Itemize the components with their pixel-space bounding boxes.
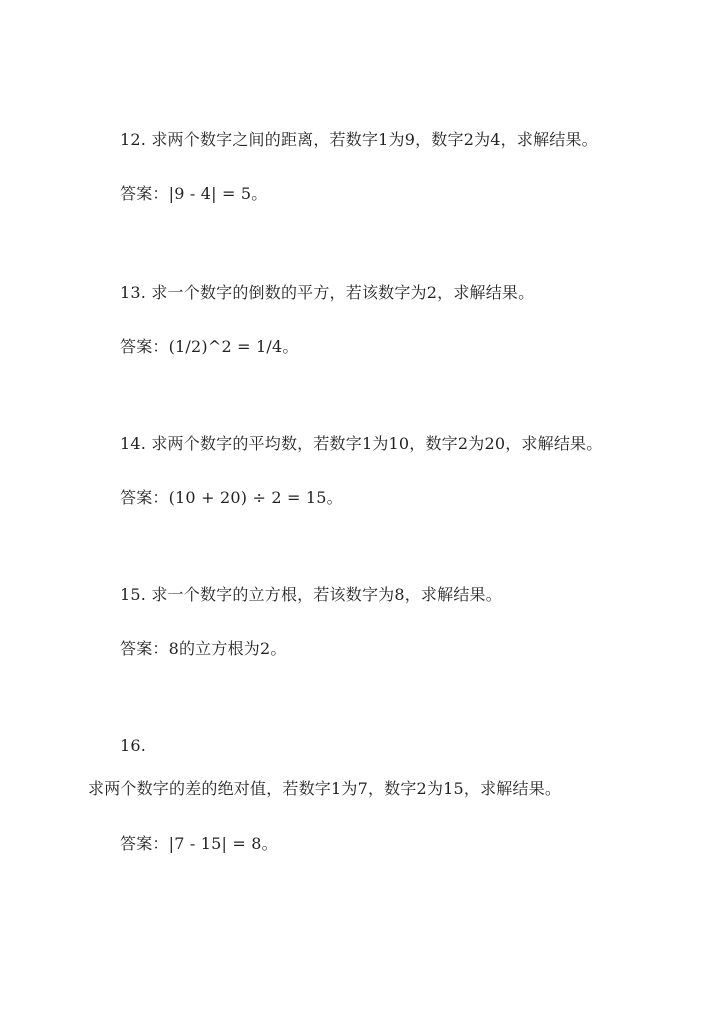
- problem-16-number: 16.: [120, 736, 147, 755]
- problem-number: 12.: [120, 130, 147, 149]
- problem-13-answer: 答案：(1/2)^2 = 1/4。: [120, 337, 299, 356]
- problem-14-answer: 答案：(10 + 20) ÷ 2 = 15。: [120, 488, 343, 507]
- problem-13-question: [120, 283, 534, 303]
- question-text: 求两个数字之间的距离，若数字1为9，数字2为4，求解结果。: [151, 130, 598, 149]
- question-text: 求一个数字的倒数的平方，若该数字为2，求解结果。: [151, 283, 535, 302]
- problem-number: 14.: [120, 434, 147, 453]
- problem-14-question: [120, 434, 602, 454]
- problem-number: 13.: [120, 283, 147, 302]
- question-text: 求两个数字的平均数，若数字1为10，数字2为20，求解结果。: [151, 434, 603, 453]
- question-text: 求一个数字的立方根，若该数字为8，求解结果。: [151, 585, 502, 604]
- problem-15-question: [120, 585, 502, 605]
- problem-12-question: [120, 130, 598, 150]
- problem-15-answer: 答案：8的立方根为2。: [120, 639, 287, 658]
- problem-12-answer: 答案：|9 - 4| = 5。: [120, 184, 268, 203]
- problem-16-answer: 答案：|7 - 15| = 8。: [120, 834, 278, 853]
- problem-16-question: 求两个数字的差的绝对值，若数字1为7，数字2为15，求解结果。: [88, 779, 562, 798]
- problem-number: 15.: [120, 585, 147, 604]
